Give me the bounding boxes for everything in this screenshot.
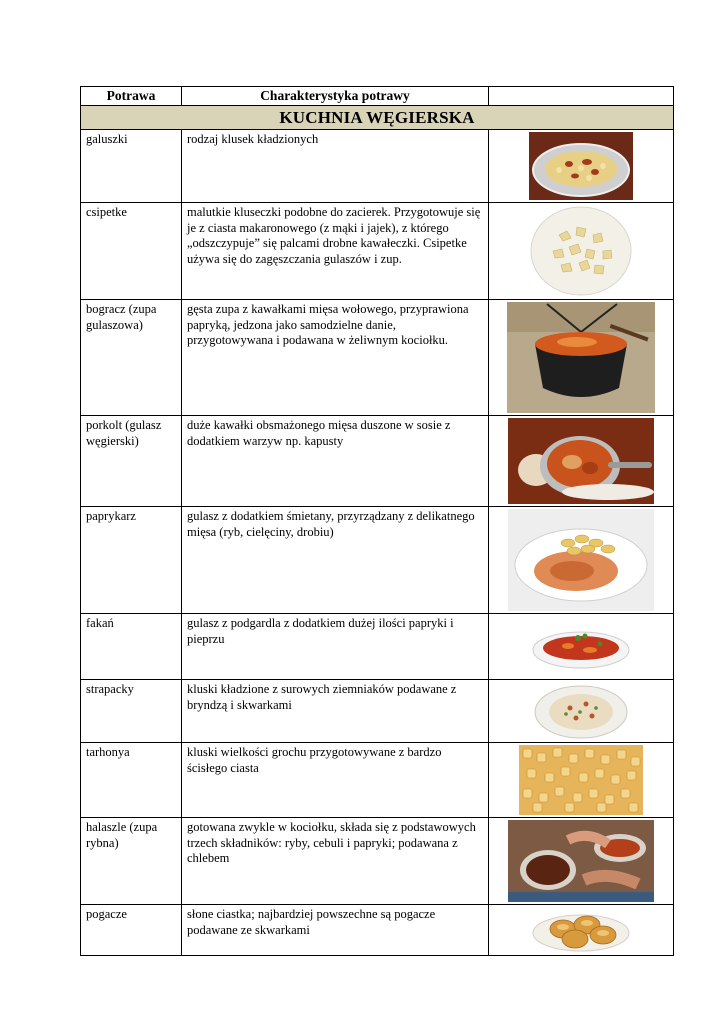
dish-image-cell [489,905,674,956]
dish-description: duże kawałki obsmażonego mięsa duszone w sosie z dodatkiem warzyw np. kapusty [182,416,489,507]
bogracz-photo [507,302,655,413]
dish-name: porkolt (gulasz węgierski) [81,416,182,507]
dish-description: gulasz z dodatkiem śmietany, przyrządzany z delikatnego mięsa (ryb, cielęciny, drobiu) [182,507,489,614]
dish-name: fakań [81,614,182,680]
dish-image-cell [489,743,674,818]
dish-name: galuszki [81,130,182,203]
galuszki-photo [529,132,633,200]
table-row [81,743,674,818]
section-title: KUCHNIA WĘGIERSKA [81,106,674,130]
section-row [81,106,674,130]
dish-description: malutkie kluseczki podobne do zacierek. Przygotowuje się je z ciasta makaronowego (z mąki i jajek), z którego „odszczypuje” się palcami drobne kawałeczki. Csipetke używa się do zagęszczania gulaszów i zup. [182,203,489,300]
table-row [81,416,674,507]
table-row [81,507,674,614]
dish-name: halaszle (zupa rybna) [81,818,182,905]
dish-description: gulasz z podgardla z dodatkiem dużej ilości papryki i pieprzu [182,614,489,680]
paprykarz-photo [508,509,654,611]
dish-image-cell [489,680,674,743]
header-dish: Potrawa [81,87,182,106]
dish-description: gęsta zupa z kawałkami mięsa wołowego, przyprawiona papryką, jedzona jako samodzielne danie, przygotowywana i podawana w żeliwnym kociołku. [182,300,489,416]
dish-description: słone ciastka; najbardziej powszechne są pogacze podawane ze skwarkami [182,905,489,956]
table-row [81,130,674,203]
dish-description: kluski kładzione z surowych ziemniaków podawane z bryndzą i skwarkami [182,680,489,743]
dish-name: tarhonya [81,743,182,818]
header-description: Charakterystyka potrawy [182,87,489,106]
dish-name: pogacze [81,905,182,956]
halaszle-photo [508,820,654,902]
porkolt-photo [508,418,654,504]
tarhonya-photo [519,745,643,815]
fakan-photo [530,616,632,677]
dish-name: paprykarz [81,507,182,614]
dish-name: csipetke [81,203,182,300]
table-row [81,818,674,905]
strapacky-photo [530,682,632,740]
pogacze-photo [529,907,633,953]
dish-name: strapacky [81,680,182,743]
dish-image-cell [489,416,674,507]
dish-description: kluski wielkości grochu przygotowywane z bardzo ścisłego ciasta [182,743,489,818]
table-row [81,203,674,300]
table-row [81,905,674,956]
dishes-table [80,86,674,956]
dish-image-cell [489,203,674,300]
dish-image-cell [489,300,674,416]
header-image [489,87,674,106]
table-row [81,680,674,743]
dish-image-cell [489,614,674,680]
dish-description: rodzaj klusek kładzionych [182,130,489,203]
dish-name: bogracz (zupa gulaszowa) [81,300,182,416]
table-header-row [81,87,674,106]
dish-image-cell [489,818,674,905]
table-row [81,614,674,680]
csipetke-photo [529,205,633,297]
dish-description: gotowana zwykle w kociołku, składa się z podstawowych trzech składników: ryby, cebuli i papryki; podawana z chlebem [182,818,489,905]
dish-image-cell [489,507,674,614]
table-row [81,300,674,416]
dish-image-cell [489,130,674,203]
